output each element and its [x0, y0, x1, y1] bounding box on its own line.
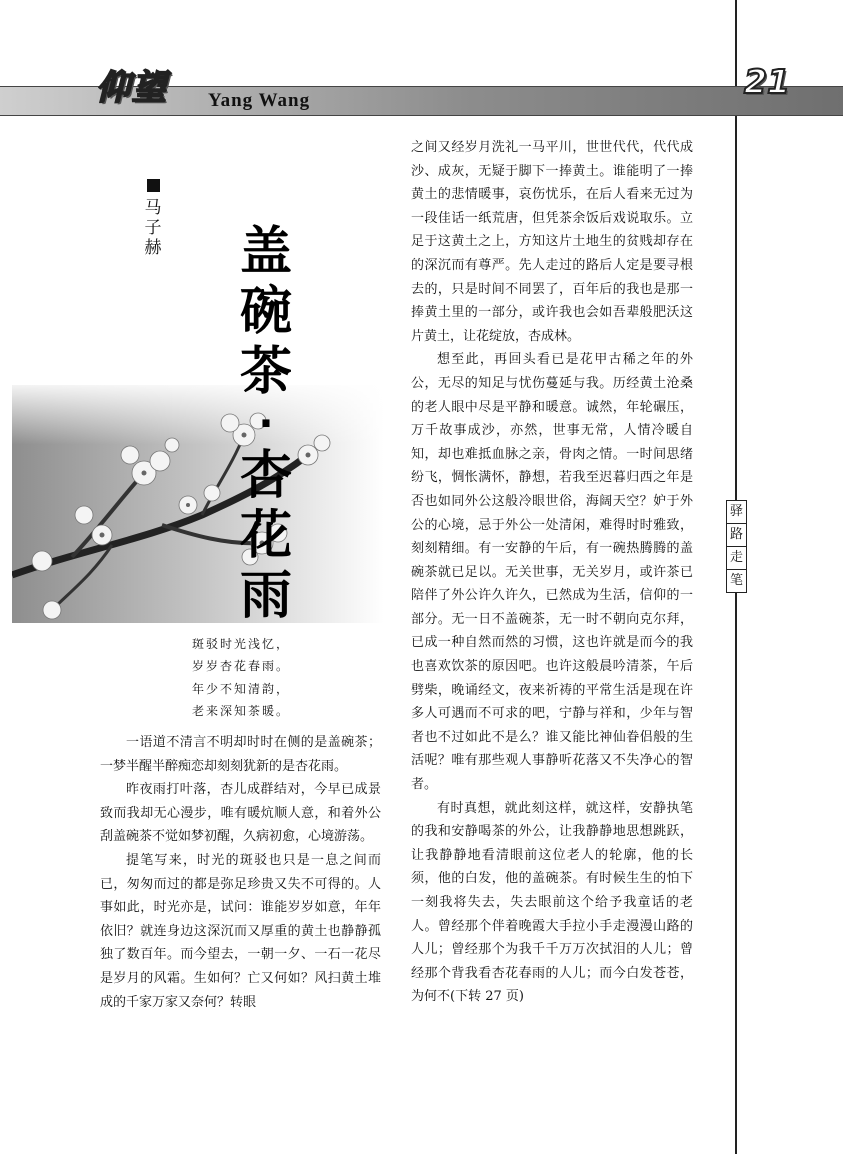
section-side-tab [726, 500, 747, 593]
side-tab-char: 驿 [727, 501, 746, 524]
author-marker-square [147, 179, 160, 192]
body-paragraph: 之间又经岁月洗礼一马平川，世世代代，代代成沙、成灰，无疑于脚下一捧黄土。谁能明了一捧黄土的悲情暖事，哀伤忧乐，在后人看来无过为一段佳话一纸荒唐，但凭茶余饭后戏说取乐。立足于这黄土之上，方知这片土地生的贫贱却存在的深沉而有尊严。先人走过的路后人定是要寻根去的，只是时间不同罢了，百年后的我也是那一捧黄土里的一部分，或许我也会如吾辈般肥沃这片黄土，让花绽放，杏成林。 [411, 140, 693, 344]
header-label: Yang Wang [208, 90, 311, 111]
body-paragraph: 想至此，再回头看已是花甲古稀之年的外公，无尽的知足与忧伤蔓延与我。历经黄土沧桑的老人眼中尽是平静和暖意。诚然，年轮碾压，万千故事成沙，亦然，世事无常，人情冷暖自知，却也难抵血脉之亲，骨肉之情。一时间思绪纷飞，惆怅满怀，静想，若我至迟暮归西之年是否也如同外公这般冷眼世俗，海阔天空？妒于外公的心境，忌于外公一处清闲，难得时时雅致，刻刻精细。有一安静的午后，有一碗热腾腾的盖碗茶就已足以。无关世事，无关岁月，或许茶已陪伴了外公许久许久，已然成为生活，信仰的一部分。无一日不盖碗茶，无一时不朝向克尔拜，已成一种自然而然的习惯，这也许就是而今的我也喜欢饮茶的原因吧。也许这般晨吟清茶，午后劈柴，晚诵经文，夜来祈祷的平常生活是现在许多人可遇而不可求的吧，宁静与祥和，少年与智者也不过如此不是么？谁又能比神仙眷侣般的生活呢？唯有那些观人事静听花落又不失净心的智者。 [411, 352, 693, 793]
epigraph-poem [192, 633, 290, 722]
poem-line: 老来深知茶暖。 [192, 703, 291, 718]
poem-line: 年少不知清韵， [192, 681, 291, 696]
title-char: 花 [239, 506, 292, 566]
body-column-left [100, 731, 381, 1014]
poem-line: 岁岁杏花春雨。 [192, 659, 291, 674]
title-char: 碗 [239, 282, 292, 342]
body-paragraph: 有时真想，就此刻这样，就这样，安静执笔的我和安静喝茶的外公，让我静静地思想跳跃，让我静静地看清眼前这位老人的轮廓，他的长须，他的白发，他的盖碗茶。有时候生生的怕下一刻我将失去，失去眼前这个给予我童话的老人。曾经那个伴着晚霞大手拉小手走漫漫山路的人儿；曾经那个为我千千万万次拭泪的人儿；曾经那个背我看杏花春雨的人儿；而今白发苍苍，为何不(下转 27 页) [411, 800, 693, 1005]
title-char: 雨 [239, 566, 292, 626]
body-paragraph: 提笔写来，时光的斑驳也只是一息之间而已，匆匆而过的都是弥足珍贵又失不可得的。人事如此，时光亦是，试问：谁能岁岁如意，年年依旧？就连身边这深沉而又厚重的黄土也静静孤独了数百年。而今望去，一朝一夕、一石一花尽是岁月的风霜。生如何？亡又何如？风扫黄土堆成的千家万家又奈何？转眼 [100, 852, 381, 1010]
page-number: 21 [744, 62, 790, 101]
body-paragraph: 昨夜雨打叶落，杏儿成群结对，今早已成景致而我却无心漫步，唯有暖炕顺人意，和着外公刮盖碗茶不觉如梦初醒，久病初愈，心境游荡。 [100, 782, 381, 845]
title-char: 杏 [239, 446, 292, 506]
article-title [236, 222, 296, 626]
body-paragraph: 一语道不清言不明却时时在侧的是盖碗茶；一梦半醒半醉痴恋却刻刻犹新的是杏花雨。 [100, 735, 381, 774]
author-char: 赫 [144, 238, 162, 258]
side-tab-char: 笔 [729, 573, 743, 588]
apricot-blossom-photo [12, 385, 384, 623]
side-tab-char: 走 [727, 547, 746, 570]
author-char: 子 [144, 218, 162, 238]
title-separator-dot: · [258, 401, 274, 447]
body-column-right [411, 136, 693, 1009]
magazine-logo: 仰望 [96, 68, 168, 108]
poem-line: 斑驳时光浅忆， [192, 637, 291, 651]
title-char: 盖 [239, 222, 292, 282]
title-char: 茶 [239, 342, 292, 402]
author-byline [143, 176, 163, 258]
author-char: 马 [144, 198, 162, 218]
side-tab-char: 路 [727, 524, 746, 547]
